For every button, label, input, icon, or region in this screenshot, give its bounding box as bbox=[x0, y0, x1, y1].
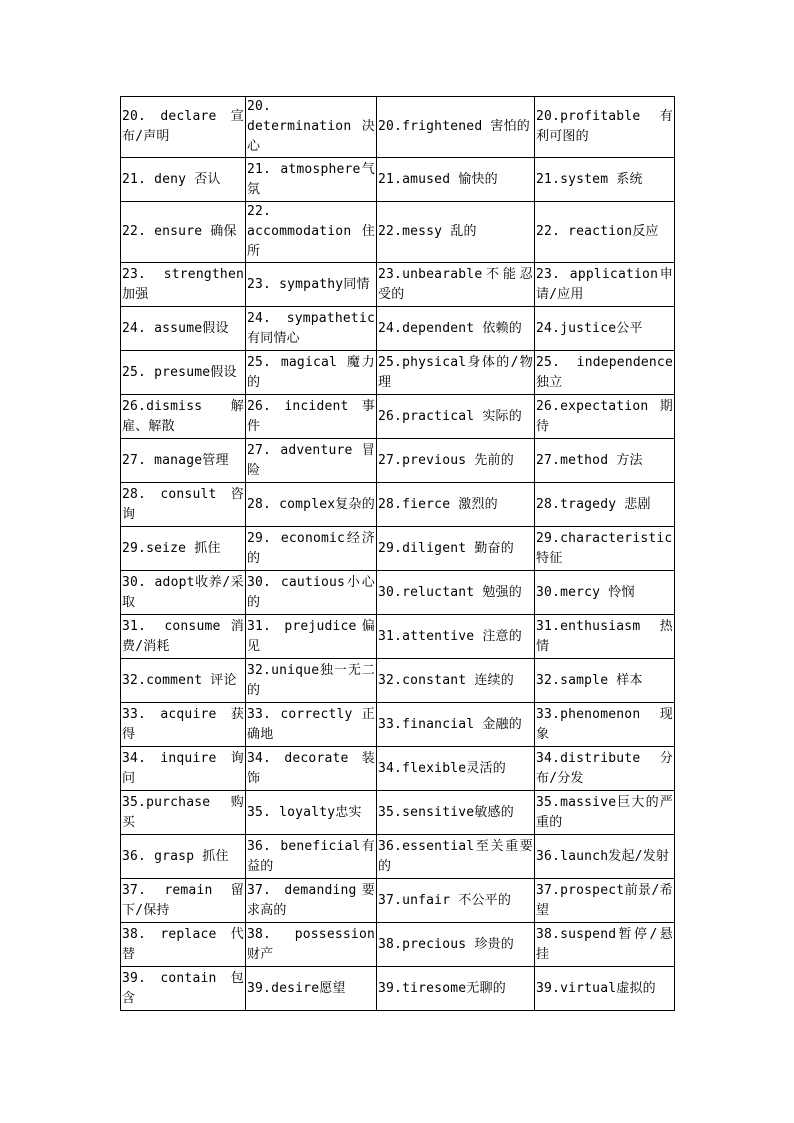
table-row bbox=[121, 835, 675, 879]
table-row bbox=[121, 791, 675, 835]
vocab-entry: 20.profitable 有利可图的 bbox=[535, 97, 675, 158]
vocab-entry: 36. grasp 抓住 bbox=[121, 835, 246, 879]
vocab-entry: 24. assume假设 bbox=[121, 307, 246, 351]
table-row bbox=[121, 439, 675, 483]
vocab-entry: 39.virtual虚拟的 bbox=[535, 967, 675, 1011]
vocab-entry: 28. consult 咨询 bbox=[121, 483, 246, 527]
table-row bbox=[121, 879, 675, 923]
vocab-entry: 33.financial 金融的 bbox=[377, 703, 535, 747]
vocab-entry: 35.purchase 购买 bbox=[121, 791, 246, 835]
table-row bbox=[121, 263, 675, 307]
vocab-entry: 35. loyalty忠实 bbox=[246, 791, 377, 835]
table-row bbox=[121, 703, 675, 747]
vocab-entry: 23. strengthen 加强 bbox=[121, 263, 246, 307]
vocab-entry: 36. beneficial有益的 bbox=[246, 835, 377, 879]
vocab-entry: 28. complex复杂的 bbox=[246, 483, 377, 527]
vocab-entry: 26.dismiss 解雇、解散 bbox=[121, 395, 246, 439]
vocab-entry: 21.amused 愉快的 bbox=[377, 158, 535, 202]
vocab-entry: 39.tiresome无聊的 bbox=[377, 967, 535, 1011]
table-row bbox=[121, 202, 675, 263]
vocab-entry: 31.enthusiasm 热情 bbox=[535, 615, 675, 659]
vocab-entry: 34.distribute 分布/分发 bbox=[535, 747, 675, 791]
table-row bbox=[121, 659, 675, 703]
vocab-entry: 39. contain 包含 bbox=[121, 967, 246, 1011]
vocab-entry: 33. correctly 正确地 bbox=[246, 703, 377, 747]
table-row bbox=[121, 747, 675, 791]
vocab-entry: 32.sample 样本 bbox=[535, 659, 675, 703]
vocab-entry: 24.justice公平 bbox=[535, 307, 675, 351]
vocab-entry: 39.desire愿望 bbox=[246, 967, 377, 1011]
vocab-entry: 30. cautious小心的 bbox=[246, 571, 377, 615]
vocab-entry: 38.precious 珍贵的 bbox=[377, 923, 535, 967]
vocab-entry: 26.expectation期待 bbox=[535, 395, 675, 439]
vocab-entry: 33. acquire 获得 bbox=[121, 703, 246, 747]
vocab-entry: 27.method 方法 bbox=[535, 439, 675, 483]
vocabulary-table bbox=[120, 96, 675, 1011]
vocab-entry: 29.diligent 勤奋的 bbox=[377, 527, 535, 571]
vocab-entry: 27. manage管理 bbox=[121, 439, 246, 483]
vocab-entry: 37.unfair 不公平的 bbox=[377, 879, 535, 923]
vocab-entry: 31.attentive 注意的 bbox=[377, 615, 535, 659]
vocab-entry: 20. declare 宣布/声明 bbox=[121, 97, 246, 158]
vocab-entry: 33.phenomenon 现象 bbox=[535, 703, 675, 747]
vocab-entry: 38. possession 财产 bbox=[246, 923, 377, 967]
vocab-entry: 22.messy 乱的 bbox=[377, 202, 535, 263]
vocab-entry: 23. application申请/应用 bbox=[535, 263, 675, 307]
vocab-entry: 34.flexible灵活的 bbox=[377, 747, 535, 791]
table-row bbox=[121, 97, 675, 158]
vocab-entry: 23.unbearable不能忍受的 bbox=[377, 263, 535, 307]
vocab-entry: 27. adventure 冒险 bbox=[246, 439, 377, 483]
table-row bbox=[121, 395, 675, 439]
vocab-entry: 29. economic经济的 bbox=[246, 527, 377, 571]
vocab-entry: 21. deny 否认 bbox=[121, 158, 246, 202]
vocab-entry: 35.sensitive敏感的 bbox=[377, 791, 535, 835]
vocab-entry: 20.frightened 害怕的 bbox=[377, 97, 535, 158]
vocab-entry: 38. replace 代替 bbox=[121, 923, 246, 967]
vocab-entry: 38.suspend暂停/悬挂 bbox=[535, 923, 675, 967]
vocab-entry: 21.system 系统 bbox=[535, 158, 675, 202]
vocab-entry: 34. decorate 装饰 bbox=[246, 747, 377, 791]
vocab-entry: 25. presume假设 bbox=[121, 351, 246, 395]
table-row bbox=[121, 351, 675, 395]
vocab-entry: 30. adopt收养/采取 bbox=[121, 571, 246, 615]
table-row bbox=[121, 571, 675, 615]
vocab-entry: 22. accommodation住所 bbox=[246, 202, 377, 263]
vocab-entry: 25. magical 魔力的 bbox=[246, 351, 377, 395]
vocab-entry: 37. remain 留下/保持 bbox=[121, 879, 246, 923]
vocab-entry: 30.reluctant 勉强的 bbox=[377, 571, 535, 615]
vocab-entry: 23. sympathy同情 bbox=[246, 263, 377, 307]
vocab-entry: 29.seize 抓住 bbox=[121, 527, 246, 571]
vocab-entry: 29.characteristic 特征 bbox=[535, 527, 675, 571]
vocab-entry: 24. sympathetic 有同情心 bbox=[246, 307, 377, 351]
table-row bbox=[121, 615, 675, 659]
table-row bbox=[121, 527, 675, 571]
vocab-entry: 32.constant 连续的 bbox=[377, 659, 535, 703]
vocab-entry: 31. consume消费/消耗 bbox=[121, 615, 246, 659]
vocab-entry: 37.prospect前景/希望 bbox=[535, 879, 675, 923]
vocab-entry: 32.comment 评论 bbox=[121, 659, 246, 703]
vocab-entry: 30.mercy 怜悯 bbox=[535, 571, 675, 615]
vocab-entry: 25.physical身体的/物理 bbox=[377, 351, 535, 395]
table-row bbox=[121, 483, 675, 527]
vocab-entry: 20. determination 决心 bbox=[246, 97, 377, 158]
vocab-entry: 36.essential至关重要的 bbox=[377, 835, 535, 879]
table-row bbox=[121, 967, 675, 1011]
vocab-entry: 25. independence 独立 bbox=[535, 351, 675, 395]
vocabulary-table-body bbox=[121, 97, 675, 1011]
vocab-entry: 26.practical 实际的 bbox=[377, 395, 535, 439]
vocab-entry: 22. reaction反应 bbox=[535, 202, 675, 263]
vocab-entry: 31. prejudice偏见 bbox=[246, 615, 377, 659]
table-row bbox=[121, 923, 675, 967]
vocab-entry: 26. incident 事件 bbox=[246, 395, 377, 439]
vocab-entry: 24.dependent 依赖的 bbox=[377, 307, 535, 351]
vocab-entry: 32.unique独一无二的 bbox=[246, 659, 377, 703]
vocab-entry: 28.tragedy 悲剧 bbox=[535, 483, 675, 527]
vocab-entry: 37. demanding要求高的 bbox=[246, 879, 377, 923]
vocab-entry: 34. inquire 询问 bbox=[121, 747, 246, 791]
vocab-entry: 28.fierce 激烈的 bbox=[377, 483, 535, 527]
vocab-entry: 27.previous 先前的 bbox=[377, 439, 535, 483]
table-row bbox=[121, 158, 675, 202]
vocab-entry: 36.launch发起/发射 bbox=[535, 835, 675, 879]
vocab-entry: 21. atmosphere气氛 bbox=[246, 158, 377, 202]
vocab-entry: 22. ensure 确保 bbox=[121, 202, 246, 263]
table-row bbox=[121, 307, 675, 351]
vocab-entry: 35.massive巨大的严重的 bbox=[535, 791, 675, 835]
